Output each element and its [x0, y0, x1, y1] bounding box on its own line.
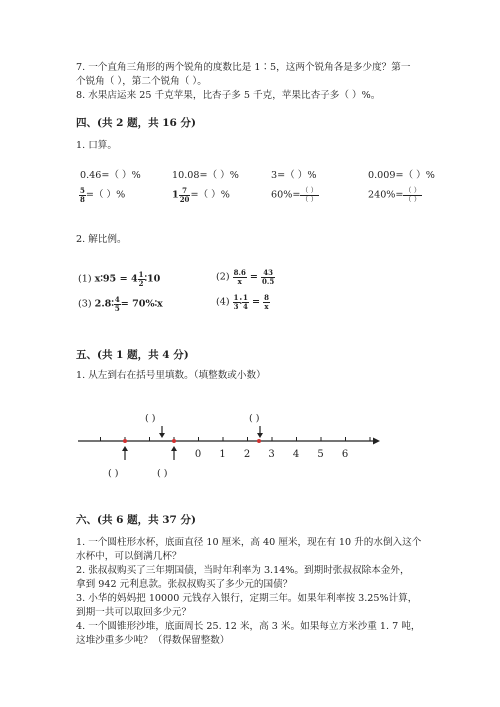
- answer-blank: ( ): [249, 413, 260, 424]
- oral-lead: 60%=: [271, 189, 301, 201]
- numerator: 1: [243, 293, 248, 302]
- tick-label: 4: [292, 449, 300, 460]
- denominator: 0.5: [262, 276, 275, 286]
- denominator: 20: [179, 194, 190, 204]
- proportion-2: [216, 269, 275, 285]
- proportion-3: [78, 296, 163, 312]
- fraction: [179, 187, 191, 203]
- section4-q2: 2. 解比例。: [76, 234, 127, 245]
- oral-item: 0.46=（ ）%: [80, 170, 141, 181]
- item-label: (3): [78, 298, 92, 310]
- oral-item: [172, 187, 230, 203]
- fraction: [263, 294, 270, 310]
- tick-label: 3: [268, 449, 275, 460]
- proportion-expr: 2.8∶: [94, 298, 114, 310]
- tick-label: 6: [341, 449, 349, 460]
- fraction: [300, 187, 318, 203]
- section5-q1: 1. 从左到右在括号里填数。（填整数或小数）: [76, 370, 266, 381]
- section4-q1: 1. 口算。: [76, 140, 117, 151]
- number-line-arrowhead: [373, 438, 380, 445]
- tick-label: 0: [194, 449, 202, 460]
- tick-label: 5: [317, 449, 324, 460]
- denominator: （ ）: [301, 194, 318, 203]
- denominator: 2: [138, 278, 144, 288]
- down-arrow-icon: [257, 426, 263, 438]
- fraction: [403, 187, 421, 203]
- proportion-1: [78, 271, 160, 287]
- item-label: (4): [216, 296, 230, 308]
- q8-text: 8. 水果店运来 25 千克苹果，比杏子多 5 千克，苹果比杏子多（ ）%。: [76, 90, 381, 101]
- fraction: [79, 187, 86, 203]
- oral-item: 0.009=（ ）%: [368, 170, 435, 181]
- oral-lead: 240%=: [368, 189, 404, 201]
- fraction: [233, 269, 247, 285]
- ratio-sign: ∶: [239, 296, 243, 308]
- oral-item: [79, 187, 125, 203]
- oral-item: 3=（ ）%: [271, 170, 317, 181]
- fraction: [138, 271, 145, 287]
- numerator: （ ）: [301, 186, 318, 194]
- problem-line: 拿到 942 元利息款。张叔叔购买了多少元的国债？: [76, 579, 293, 590]
- up-arrow-icon: [171, 446, 177, 460]
- proportion-tail: = 70%∶x: [120, 298, 163, 310]
- problem-line: 到期一共可以取回多少元？: [76, 607, 192, 618]
- red-point: [123, 439, 127, 443]
- numerator: 1: [138, 270, 144, 279]
- denominator: 8: [80, 194, 85, 204]
- problem-line: 3. 小华的妈妈把 10000 元钱存入银行，定期三年。如果年利率按 3.25%计算，: [76, 593, 418, 604]
- numerator: 7: [179, 187, 191, 196]
- section5-title: 五、(共 1 题，共 4 分): [76, 349, 189, 361]
- denominator: x: [237, 276, 242, 286]
- number-line: [70, 420, 390, 475]
- answer-blank: ( ): [108, 468, 119, 479]
- section4-title: 四、(共 2 题，共 16 分): [76, 117, 196, 129]
- denominator: 5: [114, 303, 120, 313]
- oral-tail: =（ ）%: [85, 189, 126, 201]
- problem-line: 这堆沙重多少吨？（得数保留整数）: [76, 635, 230, 646]
- denominator: 4: [243, 301, 248, 311]
- proportion-tail: ∶10: [144, 273, 161, 285]
- tick-label: 2: [243, 449, 251, 460]
- numerator: 4: [114, 295, 120, 304]
- numerator: 43: [261, 269, 275, 278]
- oral-item: 10.08=（ ）%: [172, 170, 239, 181]
- equals-sign: =: [251, 296, 261, 308]
- q7-line1: 7. 一个直角三角形的两个锐角的度数比是 1∶5，这两个锐角各是多少度？第一: [76, 62, 411, 73]
- fraction: [114, 296, 121, 312]
- red-point: [257, 439, 261, 443]
- fraction: [239, 293, 249, 311]
- fraction: [261, 269, 275, 285]
- numerator: 1: [233, 293, 239, 302]
- oral-tail: =（ ）%: [190, 189, 230, 201]
- proportion-expr: x∶95 = 4: [94, 273, 138, 285]
- problem-line: 4. 一个圆锥形沙堆，底面周长 25. 12 米，高 3 米。如果每立方米沙重 1. 7 吨，: [76, 621, 421, 632]
- numerator: 5: [80, 186, 85, 195]
- numerator: （ ）: [404, 186, 421, 194]
- answer-blank: ( ): [145, 413, 156, 424]
- numerator: 8.6: [233, 268, 246, 277]
- section6-title: 六、(共 6 题，共 37 分): [76, 514, 196, 526]
- problem-line: 2. 张叔叔购买了三年期国债，当时年利率为 3.14%。到期时张叔叔除本金外，: [76, 565, 410, 576]
- whole-part: 1: [172, 189, 179, 201]
- equals-sign: =: [249, 271, 258, 283]
- item-label: (2): [216, 271, 230, 283]
- red-point: [172, 439, 176, 443]
- numerator: 8: [264, 293, 269, 302]
- q7-line2: 个锐角（ ），第二个锐角（ ）。: [76, 76, 207, 87]
- denominator: x: [264, 301, 269, 311]
- oral-item: [368, 187, 422, 203]
- oral-item: [271, 187, 319, 203]
- tick-label: 1: [219, 449, 226, 460]
- down-arrow-icon: [159, 426, 165, 438]
- problem-line: 水杯中，可以倒满几杯？: [76, 551, 182, 562]
- up-arrow-icon: [122, 446, 128, 460]
- proportion-4: [216, 294, 270, 310]
- item-label: (1): [78, 273, 92, 285]
- answer-blank: ( ): [157, 468, 168, 479]
- problem-line: 1. 一个圆柱形水杯，底面直径 10 厘米，高 40 厘米，现在有 10 升的水倒入这个: [76, 537, 422, 548]
- fraction: [233, 294, 240, 310]
- denominator: 3: [233, 301, 239, 311]
- denominator: （ ）: [404, 194, 421, 203]
